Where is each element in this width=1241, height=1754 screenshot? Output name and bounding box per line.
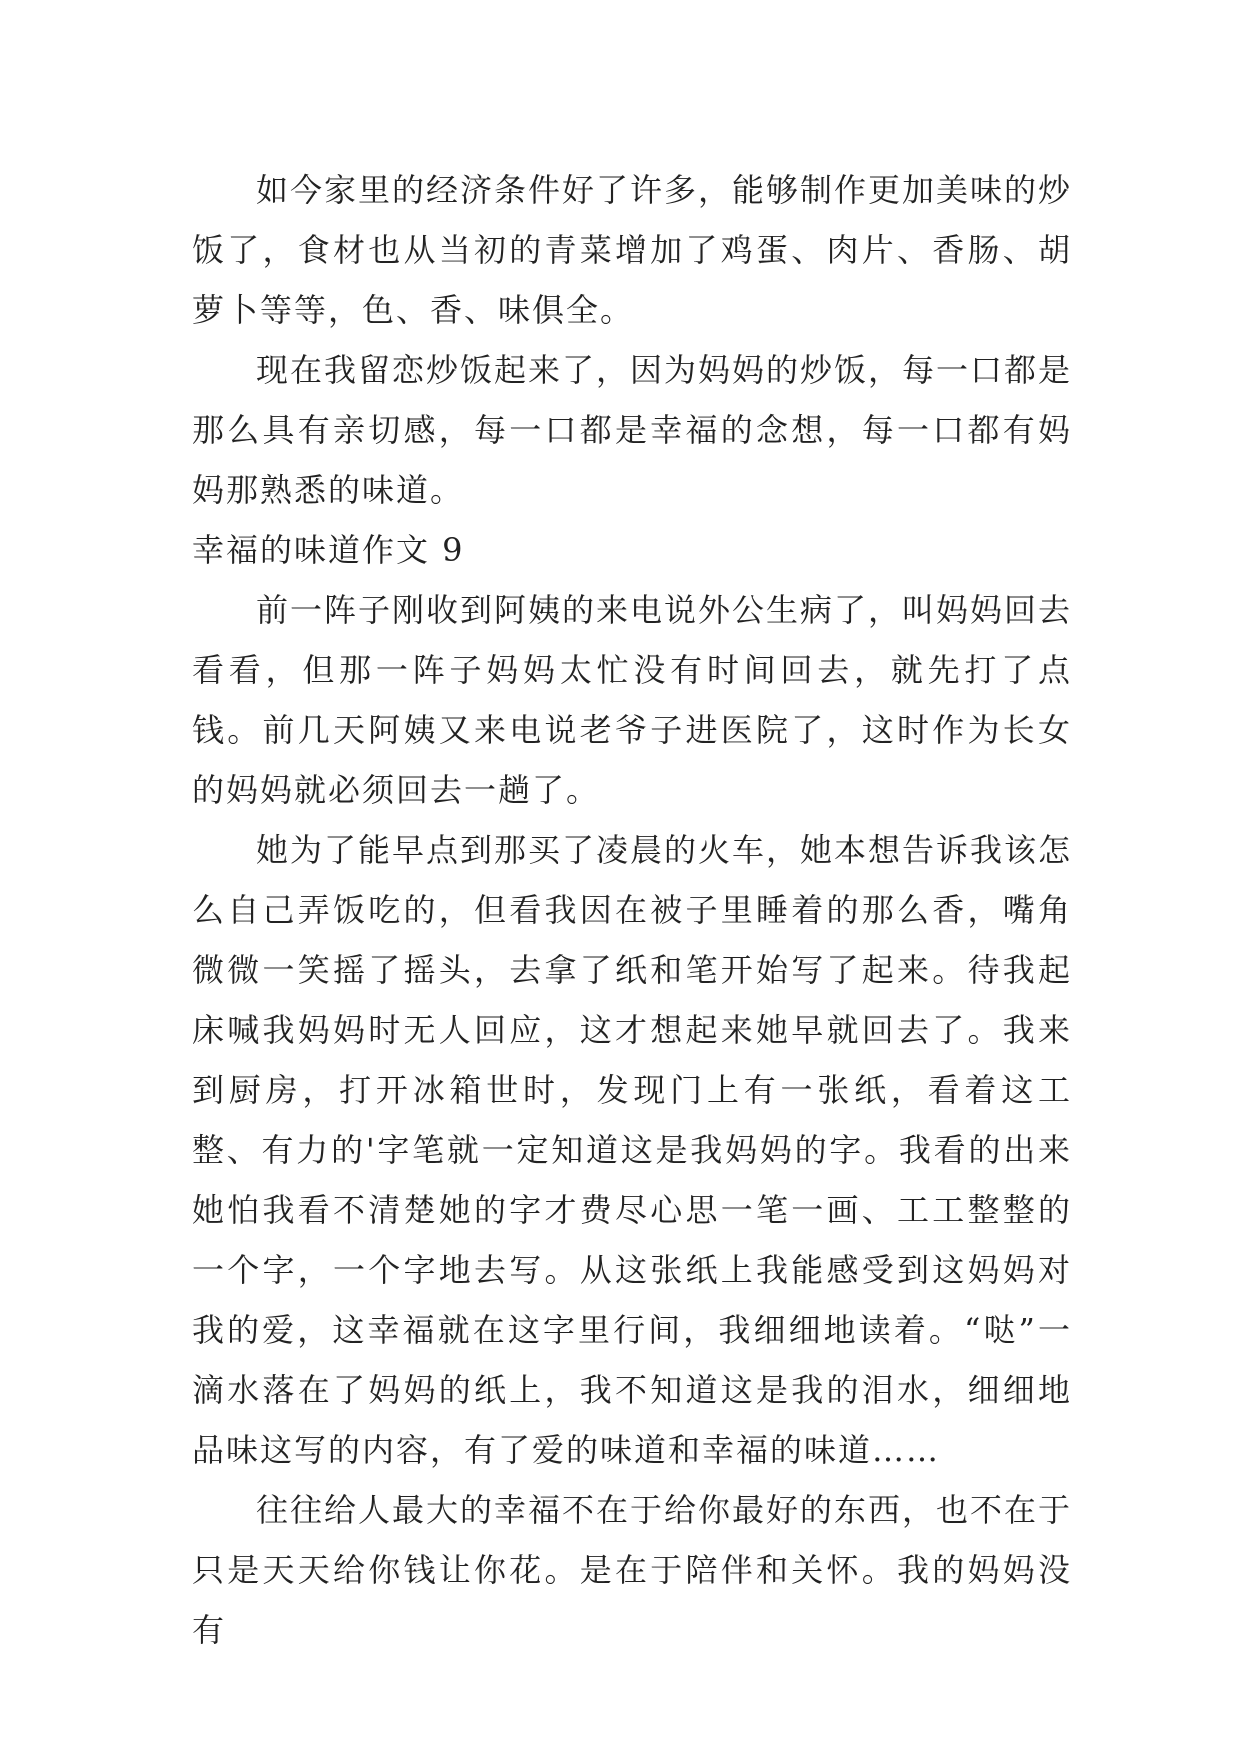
- paragraph-miss-fried-rice: 现在我留恋炒饭起来了，因为妈妈的炒饭，每一口都是那么具有亲切感，每一口都是幸福的念想，每一口都有妈妈那熟悉的味道。: [192, 351, 1073, 509]
- paragraph-grandfather-ill: 前一阵子刚收到阿姨的来电说外公生病了，叫妈妈回去看看，但那一阵子妈妈太忙没有时间回去，就先打了点钱。前几天阿姨又来电说老爷子进医院了，这时作为长女的妈妈就必须回去一趟了。: [192, 591, 1073, 809]
- document-body: [192, 160, 1072, 1660]
- paragraph-family-conditions: 如今家里的经济条件好了许多，能够制作更加美味的炒饭了，食材也从当初的青菜增加了鸡蛋、肉片、香肠、胡萝卜等等，色、香、味俱全。: [192, 171, 1073, 329]
- essay-heading: 幸福的味道作文 9: [192, 531, 465, 569]
- paragraph-greatest-happiness: 往往给人最大的幸福不在于给你最好的东西，也不在于只是天天给你钱让你花。是在于陪伴和关怀。我的妈妈没有: [192, 1491, 1073, 1649]
- paragraph-mother-note: 她为了能早点到那买了凌晨的火车，她本想告诉我该怎么自己弄饭吃的，但看我因在被子里睡着的那么香，嘴角微微一笑摇了摇头，去拿了纸和笔开始写了起来。待我起床喊我妈妈时无人回应，这才想起来她早就回去了。我来到厨房，打开冰箱世时，发现门上有一张纸，看着这工整、有力的'字笔就一定知道这是我妈妈的字。我看的出来她怕我看不清楚她的字才费尽心思一笔一画、工工整整的一个字，一个字地去写。从这张纸上我能感受到这妈妈对我的爱，这幸福就在这字里行间，我细细地读着。“哒”一滴水落在了妈妈的纸上，我不知道这是我的泪水，细细地品味这写的内容，有了爱的味道和幸福的味道……: [192, 831, 1073, 1469]
